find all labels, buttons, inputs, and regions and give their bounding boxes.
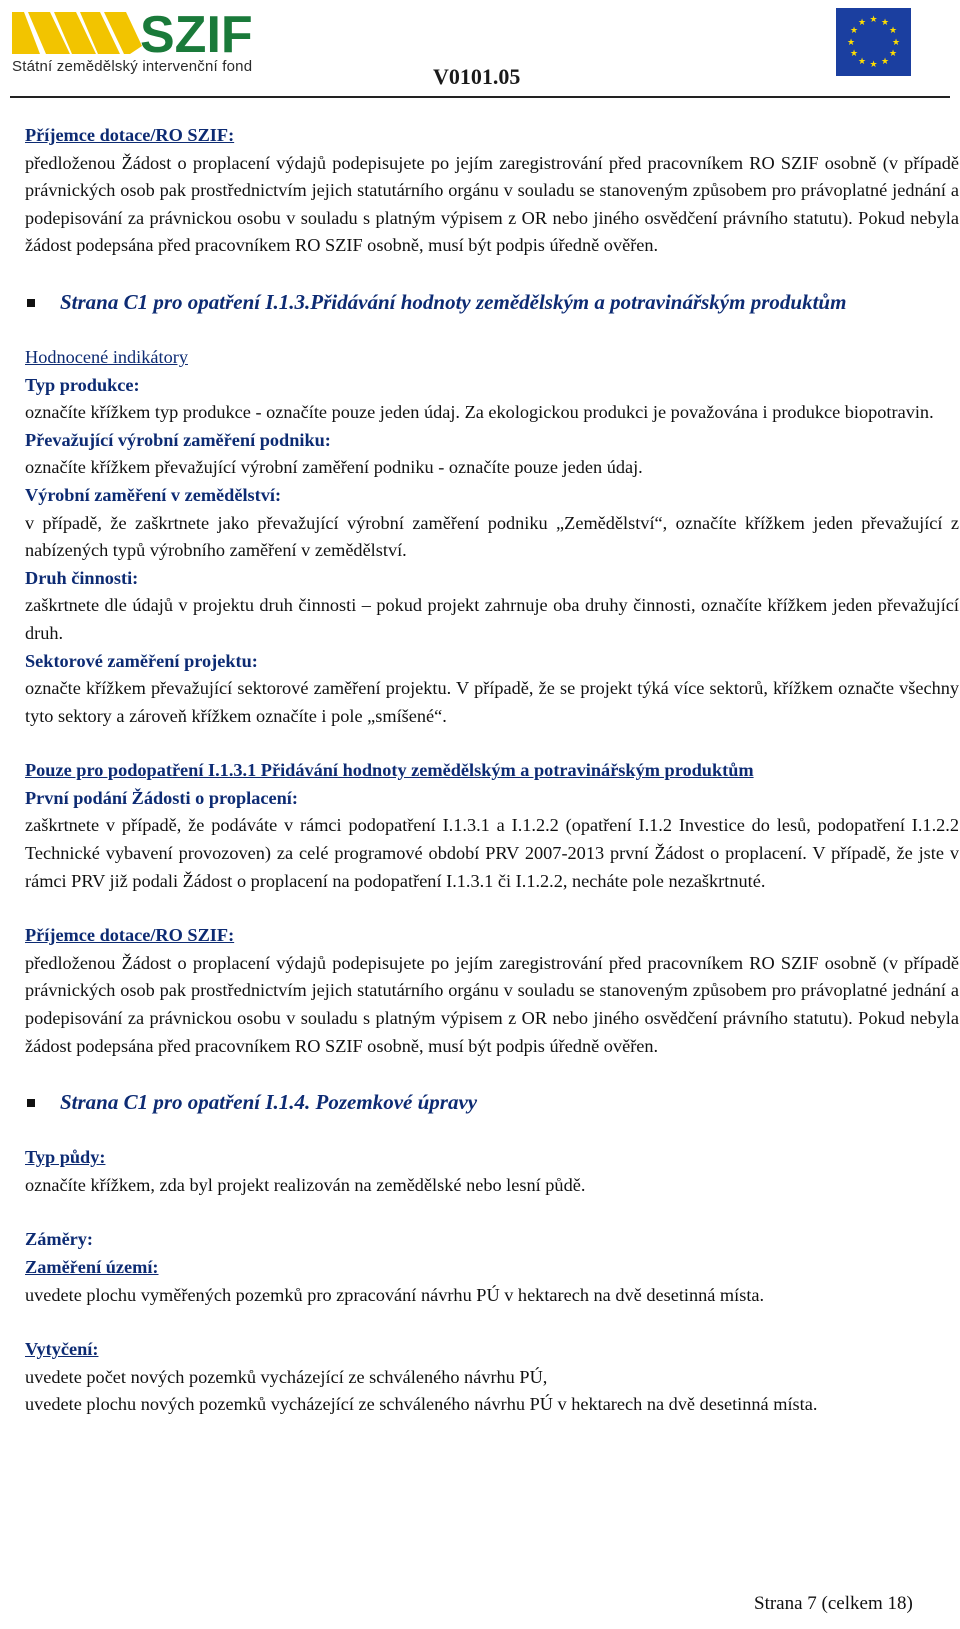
page-number: Strana 7 (celkem 18) [754, 1593, 913, 1614]
svg-text:★: ★ [891, 38, 901, 48]
paragraph: zaškrtnete v případě, že podáváte v rámci podopatření I.1.3.1 a I.1.2.2 (opatření I.1.2 Investice do lesů, podopatření I.1.2.2 Technické vybavení provozoven) za celé programové období PRV 2007-2013 první Žádost o proplacení. V případě, že jste v rámci PRV již podali Žádost o proplacení na podopatření I.1.3.1 či I.1.2.2, necháte pole nezaškrtnuté. [25, 815, 959, 891]
page-header [0, 0, 960, 100]
field-label: Typ produkce: [25, 374, 140, 395]
section-title: Příjemce dotace/RO SZIF: [25, 125, 235, 145]
section-heading: Strana C1 pro opatření I.1.4. Pozemkové úpravy [25, 1087, 959, 1117]
logo-subtitle: Státní zemědělský intervenční fond [12, 58, 253, 75]
svg-text:★: ★ [857, 18, 867, 28]
paragraph: předloženou Žádost o proplacení výdajů podepisujete po jejím zaregistrování před pracovníkem RO SZIF osobně (v případě právnických osob pak prostřednictvím jejich statutárního orgánu v souladu se stanoveným způsobem pro právoplatné jednání a podepisování za právnickou osobu v souladu s platným výpisem z OR nebo jiného osvědčení právního statutu). Pokud nebyla žádost podepsána před pracovníkem RO SZIF osobně, musí být podpis úředně ověřen. [25, 952, 959, 1056]
svg-text:★: ★ [888, 49, 898, 59]
header-divider [10, 96, 950, 98]
field-description: označte křížkem převažující sektorové zaměření projektu. V případě, že se projekt týká více sektorů, křížkem označte všechny tyto sektory a zároveň křížkem označíte i pole „smíšené“. [25, 678, 959, 726]
section-title: Příjemce dotace/RO SZIF: [25, 925, 235, 946]
paragraph: předloženou Žádost o proplacení výdajů podepisujete po jejím zaregistrování před pracovníkem RO SZIF osobně (v případě právnických osob pak prostřednictvím jejich statutárního orgánu v souladu se stanoveným způsobem pro právoplatné jednání a podepisování za právnickou osobu v souladu s platným výpisem z OR nebo jiného osvědčení právního statutu). Pokud nebyla žádost podepsána před pracovníkem RO SZIF osobně, musí být podpis úředně ověřen. [25, 152, 959, 256]
bullet-icon [27, 1099, 35, 1107]
paragraph: uvedete plochu nových pozemků vycházející ze schváleného návrhu PÚ v hektarech na dvě desetinná místa. [25, 1394, 818, 1415]
svg-text:★: ★ [880, 18, 890, 28]
document-body [25, 122, 959, 1419]
section-heading: Strana C1 pro opatření I.1.3.Přidávání hodnoty zemědělským a potravinářským produktům [25, 287, 959, 317]
field-label: Výrobní zaměření v zemědělství: [25, 484, 282, 505]
soil-title: Typ půdy: [25, 1147, 106, 1168]
field-description: v případě, že zaškrtnete jako převažující výrobní zaměření podniku „Zemědělství“, označíte křížkem jeden převažující z nabízených typů výrobního zaměření v zemědělství. [25, 512, 959, 561]
svg-text:★: ★ [846, 38, 856, 48]
svg-text:★: ★ [888, 26, 898, 36]
svg-text:★: ★ [869, 60, 878, 70]
paragraph: uvedete počet nových pozemků vycházející ze schváleného návrhu PÚ, [25, 1366, 548, 1387]
field-label: Druh činnosti: [25, 567, 139, 588]
document-version: V0101.05 [433, 64, 521, 89]
field-label: První podání Žádosti o proplacení: [25, 787, 298, 808]
intentions-title: Záměry: [25, 1229, 94, 1250]
indicators-title: Hodnocené indikátory [25, 346, 188, 367]
field-description: označíte křížkem převažující výrobní zaměření podniku - označíte pouze jeden údaj. [25, 457, 643, 478]
paragraph: označíte křížkem, zda byl projekt realizován na zemědělské nebo lesní půdě. [25, 1174, 586, 1195]
svg-text:SZIF: SZIF [140, 6, 253, 64]
field-description: zaškrtnete dle údajů v projektu druh činnosti – pokud projekt zahrnuje oba druhy činnosti, označíte křížkem jeden převažující druh. [25, 595, 959, 643]
paragraph: uvedete plochu vyměřených pozemků pro zpracování návrhu PÚ v hektarech na dvě desetinná místa. [25, 1284, 765, 1305]
subsection-title: Pouze pro podopatření I.1.3.1 Přidávání hodnoty zemědělským a potravinářským produktům [25, 760, 754, 781]
bullet-icon [27, 299, 35, 307]
svg-text:★: ★ [849, 49, 859, 59]
area-title: Zaměření území: [25, 1257, 159, 1277]
staking-title: Vytyčení: [25, 1339, 99, 1360]
svg-text:★: ★ [857, 57, 867, 67]
field-description: označíte křížkem typ produkce - označíte pouze jeden údaj. Za ekologickou produkci je považována i produkce biopotravin. [25, 402, 934, 423]
field-label: Převažující výrobní zaměření podniku: [25, 429, 331, 450]
svg-text:★: ★ [849, 26, 859, 36]
svg-text:★: ★ [880, 57, 890, 67]
svg-text:★: ★ [869, 15, 878, 25]
eu-flag-icon [836, 8, 911, 76]
field-label: Sektorové zaměření projektu: [25, 650, 258, 671]
